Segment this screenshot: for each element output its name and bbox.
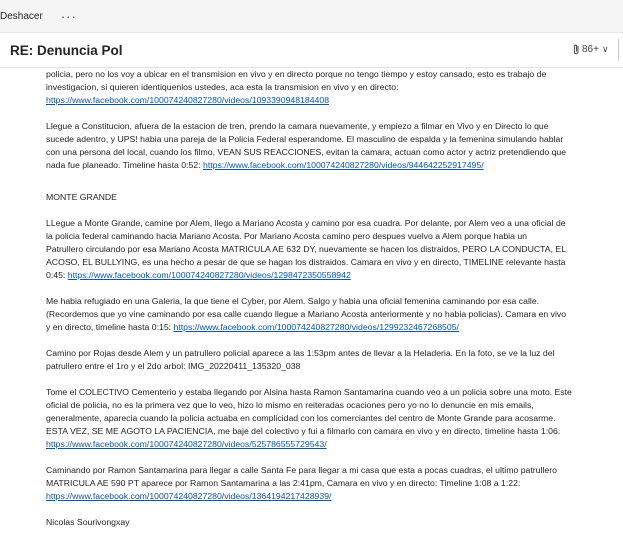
text-line: MATRICULA AE 590 PT aparece por Ramon Santamarina a las 2:41pm, Camara en vivo y en directo: Timeline 1:08 a 1:22: bbox=[46, 478, 521, 488]
video-link[interactable]: https://www.facebook.com/100074240827280/videos/1093390948184408 bbox=[46, 95, 330, 105]
text-line: Me habia refugiado en una Galeria, la que tiene el Cyber, por Alem. Salgo y habia una oficial femenina caminando por esa calle. bbox=[46, 296, 540, 306]
text-line: generalmente, aparecia cuando la policia actuaba en complicidad con los comerciantes del centro de Monte Grande para acosarme. bbox=[46, 413, 556, 423]
more-options-icon[interactable]: ··· bbox=[60, 8, 77, 24]
section-heading: MONTE GRANDE bbox=[46, 192, 117, 202]
text-line: ESTA VEZ, SE ME AGOTO LA PACIENCIA, me baje del colectivo y fui a filmarlo con camara en vivo y en directo, timeline hasta 1:06: bbox=[46, 426, 561, 436]
text-line: Patrullero circulando por esa Mariano Acosta MATRICULA AE 632 DY, nuevamente se hacen los distraidos, PERO LA CONDUCTA, EL bbox=[46, 244, 567, 254]
command-toolbar bbox=[0, 0, 623, 33]
text-line: la policia federal caminando hacia Mariano Acosta. Por Mariano Acosta camino pero despues vuelvo a Alem porque habia un bbox=[46, 231, 527, 241]
message-header bbox=[0, 33, 623, 68]
text-line: Tome el COLECTIVO Cementerio y estaba llegando por Alsina hasta Ramon Santamarina cuando veo a un policia sobre una moto. Este bbox=[46, 387, 572, 397]
text-line: ACOSO, EL BULLYING, es una hecho a pesar de que se hagan los distraidos. Camara en vivo y en directo, TIMELINE relevante hasta bbox=[46, 257, 566, 267]
text-line: nada fue planeado. Timeline hasta 0:52: bbox=[46, 160, 203, 170]
video-link[interactable]: https://www.facebook.com/100074240827280/videos/1364194217428939/ bbox=[46, 491, 332, 501]
text-line: LLegue a Monte Grande, camine por Alem, llego a Mariano Acosta y camino por esa cuadra. Por delante, por Alem veo a una oficial de bbox=[46, 218, 566, 228]
paragraph-1 bbox=[46, 68, 623, 107]
paragraph-3 bbox=[46, 217, 623, 282]
paragraph-4 bbox=[46, 295, 623, 334]
text-line: patrullero entre el 1ro y el 2do arbol: IMG_20220411_135320_038 bbox=[46, 361, 301, 371]
video-link[interactable]: https://www.facebook.com/100074240827280/videos/1299232467268505/ bbox=[173, 322, 459, 332]
paragraph-7 bbox=[46, 464, 623, 503]
attachments-count: 86+ bbox=[582, 44, 599, 55]
text-line: investigacion, si quieren identiquenlos ustedes, aca esta la transmision en vivo y en directo: bbox=[46, 82, 399, 92]
message-body bbox=[46, 68, 623, 550]
paperclip-icon bbox=[573, 44, 580, 55]
video-link[interactable]: https://www.facebook.com/100074240827280/videos/944642252917495/ bbox=[202, 160, 484, 170]
text-line: Llegue a Constitucion, afuera de la estacion de tren, prendo la camara nuevamente, y empiezo a filmar en Vivo y en Directo lo que bbox=[46, 121, 549, 131]
video-link[interactable]: https://www.facebook.com/100074240827280/videos/525786555729543/ bbox=[46, 439, 327, 449]
text-line: Caminando por Ramon Santamarina para llegar a calle Santa Fe para llegar a mi casa que esta a pocas cuadras, el ultimo patrullero bbox=[46, 465, 557, 475]
text-line: y en directo, timeline hasta 0:15: bbox=[46, 322, 174, 332]
attachments-toggle[interactable] bbox=[573, 44, 609, 55]
paragraph-2 bbox=[46, 120, 623, 172]
text-line: con una persona del local, cuando los filmo, VEAN SUS REACCIONES, evitan la camara, actuan como actor y actriz pretendiendo que bbox=[46, 147, 567, 157]
text-line: Camino por Rojas desde Alem y un patrullero policial aparece a las 1:53pm antes de llevar a la Heladeria. En la foto, se ve la luz del bbox=[46, 348, 555, 358]
paragraph-6 bbox=[46, 386, 623, 451]
undo-button[interactable]: Deshacer bbox=[0, 10, 43, 22]
text-line: 0:45: bbox=[46, 270, 68, 280]
video-link[interactable]: https://www.facebook.com/100074240827280/videos/1298472350558942 bbox=[67, 270, 351, 280]
signature: Nicolas Sourivongxay bbox=[46, 517, 130, 527]
header-divider bbox=[618, 39, 619, 61]
paragraph-5 bbox=[46, 347, 623, 373]
text-line: (Recordemos que yo vine caminando por esa calle cuando llegue a Mariano Acosta anteriormente y no habia policias). Camara en vivo bbox=[46, 309, 567, 319]
text-line: sucede adentro, y UPS! habia una pareja de la Policia Federal esperandome. El masculino de espalda y la femenina simulando hablar bbox=[46, 134, 564, 144]
text-line: policia, pero no los voy a ubicar en el transmision en vivo y en directo porque no tengo tiempo y estoy cansado, esto es trabajo de bbox=[46, 69, 547, 79]
message-subject: RE: Denuncia Pol bbox=[10, 43, 123, 58]
text-line: oficial de policia, no es la primera vez que lo veo, hizo lo mismo en reiteradas ocaciones pero yo no lo denuncie en mis emails, bbox=[46, 400, 534, 410]
chevron-down-icon: ∨ bbox=[601, 44, 609, 54]
